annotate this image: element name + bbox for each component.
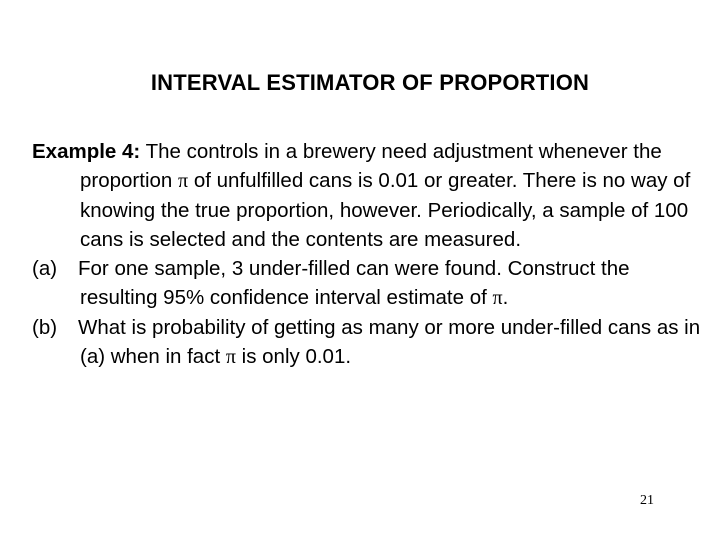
pi-symbol: π (225, 346, 236, 368)
part-a-paragraph (32, 254, 702, 313)
example-text-part-1: The controls in a brewery need adjustment whenever the proportion (80, 140, 662, 192)
slide-title: INTERVAL ESTIMATOR OF PROPORTION (150, 70, 590, 95)
part-a-text-part-1: For one sample, 3 under-filled can were found. Construct the resulting 95% confidence interval estimate of (78, 257, 630, 309)
slide-body (32, 137, 702, 372)
example-label: Example 4: (32, 140, 141, 163)
example-text-part-2: of unfulfilled cans is 0.01 or greater. There is no way of knowing the true proportion, however. Periodically, a sample of 100 cans is selected and the contents are measured. (80, 169, 691, 251)
part-a-text-part-2: . (502, 286, 509, 309)
part-b-text-part-2: is only 0.01. (235, 345, 352, 368)
page-number: 21 (640, 493, 654, 508)
example-paragraph (32, 137, 702, 254)
part-b-tag: (b) (32, 316, 58, 339)
part-b-paragraph (32, 313, 702, 372)
pi-symbol: π (178, 170, 189, 192)
pi-symbol: π (492, 287, 503, 309)
part-a-tag: (a) (32, 257, 58, 280)
part-b-text-part-1: What is probability of getting as many or more under-filled cans as in (a) when in fact (78, 316, 701, 368)
